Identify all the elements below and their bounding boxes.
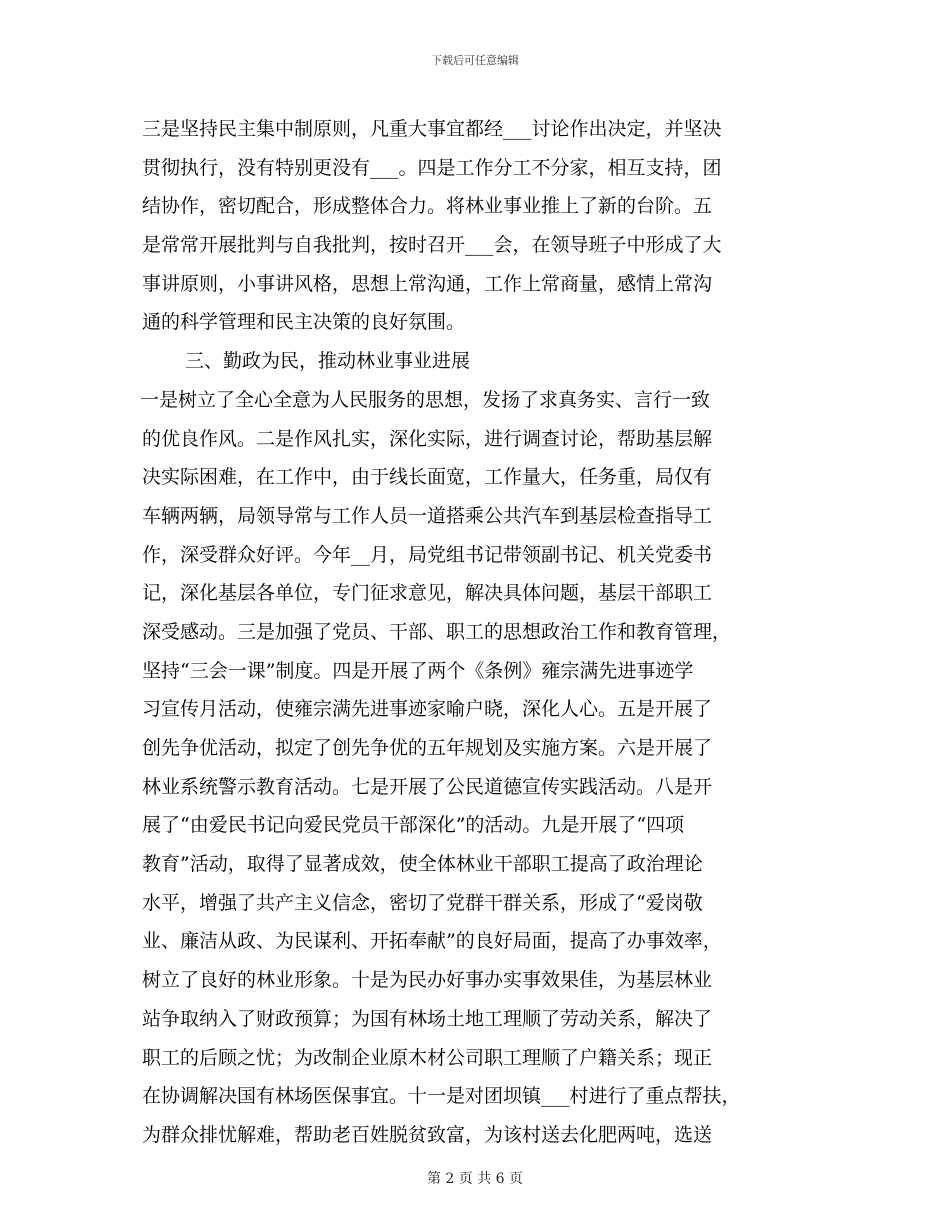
paragraph-line: 三是坚持民主集中制原则，凡重大事宜都经___讨论作出决定，并坚决 [142, 118, 722, 140]
page-header: 下载后可任意编辑 [431, 54, 519, 67]
paragraph-line: 在协调解决国有林场医保事宜。十一是对团坝镇___村进行了重点帮扶， [142, 1085, 741, 1108]
paragraph-line: 贯彻执行，没有特别更没有___。四是工作分工不分家，相互支持，团 [142, 156, 722, 179]
paragraph-line: 作，深受群众好评。今年__月，局党组书记带领副书记、机关党委书 [142, 543, 713, 566]
paragraph-line: 记，深化基层各单位，专门征求意见，解决具体问题，基层干部职工 [142, 582, 713, 605]
paragraph-line: 展了“由爱民书记向爱民党员干部深化”的活动。九是开展了“四项 [142, 814, 685, 837]
paragraph-line: 习宣传月活动，使雍宗满先进事迹家喻户晓，深化人心。五是开展了 [142, 698, 713, 721]
paragraph-line: 水平，增强了共产主义信念，密切了党群干群关系，形成了“爱岗敬 [142, 891, 703, 914]
paragraph-line: 为群众排忧解难，帮助老百姓脱贫致富，为该村送去化肥两吨，选送 [142, 1123, 713, 1146]
paragraph-line: 结协作，密切配合，形成整体合力。将林业事业推上了新的台阶。五 [142, 195, 713, 218]
paragraph-line: 是常常开展批判与自我批判，按时召开___会，在领导班子中形成了大 [142, 234, 722, 257]
paragraph-line: 树立了良好的林业形象。十是为民办好事办实事效果佳，为基层林业 [142, 969, 713, 992]
paragraph-line: 车辆两辆，局领导常与工作人员一道搭乘公共汽车到基层检查指导工 [142, 504, 713, 527]
paragraph-line: 教育”活动，取得了显著成效，使全体林业干部职工提高了政治理论 [142, 853, 703, 876]
document-body [142, 110, 832, 1155]
paragraph-line: 事讲原则，小事讲风格，思想上常沟通，工作上常商量，感情上常沟 [142, 272, 713, 295]
paragraph-line: 决实际困难，在工作中，由于线长面宽，工作量大，任务重，局仅有 [142, 466, 713, 489]
paragraph-line: 坚持“三会一课”制度。四是开展了两个《条例》雍宗满先进事迹学 [142, 659, 694, 682]
paragraph-line: 通的科学管理和民主决策的良好氛围。 [142, 311, 466, 334]
paragraph-line: 站争取纳入了财政预算；为国有林场土地工理顺了劳动关系，解决了 [142, 1007, 713, 1030]
paragraph-line: 职工的后顾之忧；为改制企业原木材公司职工理顺了户籍关系；现正 [142, 1046, 713, 1069]
paragraph-line: 创先争优活动，拟定了创先争优的五年规划及实施方案。六是开展了 [142, 737, 713, 759]
section-heading: 三、勤政为民，推动林业事业进展 [185, 350, 471, 373]
paragraph-line: 林业系统警示教育活动。七是开展了公民道德宣传实践活动。八是开 [142, 775, 713, 798]
paragraph-line: 业、廉洁从政、为民谋利、开拓奉献”的良好局面，提高了办事效率， [142, 930, 722, 953]
paragraph-line: 深受感动。三是加强了党员、干部、职工的思想政治工作和教育管理， [142, 620, 732, 643]
paragraph-line: 的优良作风。二是作风扎实，深化实际，进行调查讨论，帮助基层解 [142, 427, 713, 450]
page-number-footer: 第 2 页 共 6 页 [426, 1171, 524, 1187]
paragraph-line: 一是树立了全心全意为人民服务的思想，发扬了求真务实、言行一致 [140, 388, 711, 411]
